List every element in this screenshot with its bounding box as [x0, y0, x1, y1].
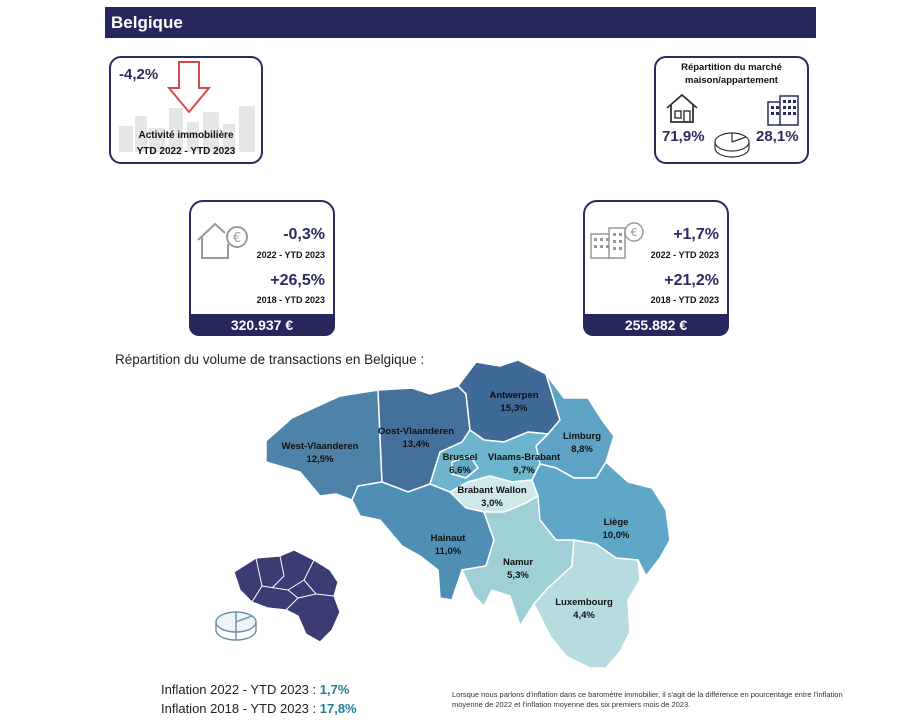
map-label-west-vlaanderen: West-Vlaanderen 12,5% — [281, 441, 359, 465]
market-split-title-1: Répartition du marché — [681, 62, 782, 73]
house-share: 71,9% — [662, 128, 705, 145]
market-split-title-2: maison/appartement — [685, 75, 778, 86]
apartment-average-price: 255.882 € — [583, 314, 729, 336]
map-label-hainaut: Hainaut 11,0% — [430, 533, 466, 557]
apartment-share: 28,1% — [756, 128, 799, 145]
apartment-change-1: +1,7% — [673, 226, 719, 243]
apartment-change-2: +21,2% — [664, 272, 719, 289]
inflation-line-1: Inflation 2022 - YTD 2023 : 1,7% — [161, 682, 350, 697]
map-label-vlaams-brabant: Vlaams-Brabant 9,7% — [487, 452, 561, 476]
map-label-oost-vlaanderen: Oost-Vlaanderen 13,4% — [377, 426, 455, 450]
svg-text:€: € — [232, 231, 242, 246]
map-label-brabant-wallon: Brabant Wallon 3,0% — [457, 485, 527, 509]
house-period-2: 2018 - YTD 2023 — [256, 295, 325, 305]
map-label-luxembourg: Luxembourg 4,4% — [555, 597, 613, 621]
activity-label: Activité immobilière — [138, 130, 234, 141]
apartment-period-1: 2022 - YTD 2023 — [650, 250, 719, 260]
pie-chart-icon — [212, 606, 264, 646]
apartment-period-2: 2018 - YTD 2023 — [650, 295, 719, 305]
map-label-brussel: Brussel 6,6% — [442, 452, 478, 476]
house-change-2: +26,5% — [270, 272, 325, 289]
activity-period: YTD 2022 - YTD 2023 — [136, 146, 236, 157]
map-label-namur: Namur 5,3% — [502, 557, 534, 581]
inflation-footnote: Lorsque nous parlons d'inflation dans ce baromètre immobilier, il s'agit de la différence en pourcentage entre l'inflation moyenne de 2022 et l'inflation moyenne des six premiers mois de 2023. — [452, 690, 843, 709]
map-label-limburg: Limburg 8,8% — [563, 431, 601, 455]
map-label-liege: Liège 10,0% — [602, 517, 630, 541]
house-change-1: -0,3% — [283, 226, 325, 243]
page-title: Belgique — [105, 7, 816, 38]
house-average-price: 320.937 € — [189, 314, 335, 336]
inflation-line-2: Inflation 2018 - YTD 2023 : 17,8% — [161, 701, 357, 716]
house-period-1: 2022 - YTD 2023 — [256, 250, 325, 260]
map-title: Répartition du volume de transactions en Belgique : — [115, 352, 425, 367]
activity-value: -4,2% — [119, 66, 159, 83]
map-label-antwerpen: Antwerpen 15,3% — [489, 390, 539, 414]
svg-text:€: € — [630, 226, 638, 239]
